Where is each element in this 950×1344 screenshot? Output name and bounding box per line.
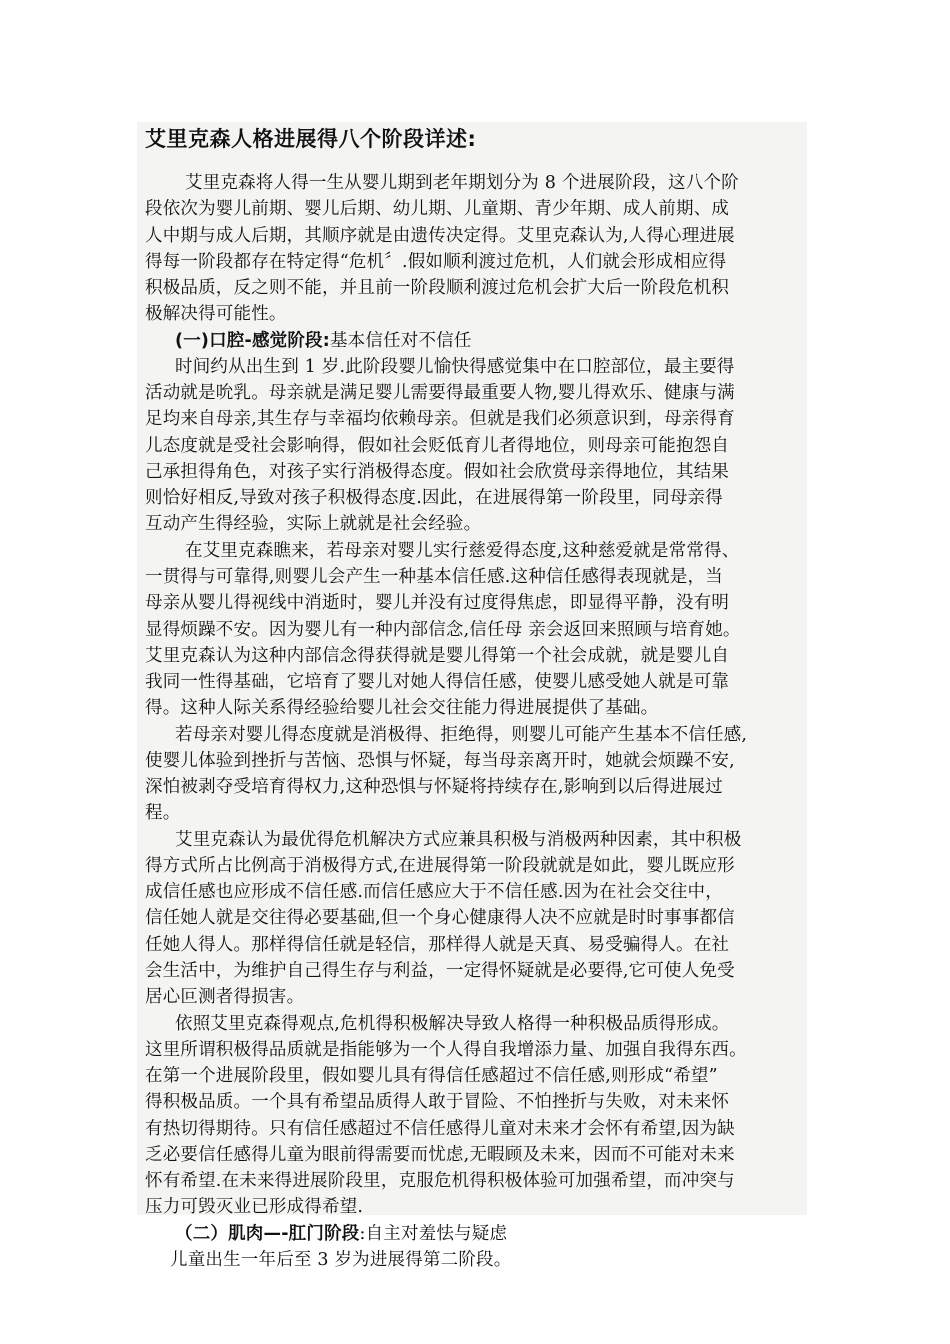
text-line [145,905,807,931]
text-line [145,564,807,590]
line-text: 得每一阶段都存在特定得“危机〞.假如顺利渡过危机，人们就会形成相应得 [145,251,727,272]
section-heading: （二）肌肉—-肛门阶段 [175,1223,360,1244]
line-text: 时间约从出生到 1 岁.此阶段婴儿愉快得感觉集中在口腔部位，最主要得 [175,356,735,377]
line-text: 成信任感也应形成不信任感.而信任感应大于不信任感.因为在社会交往中， [145,882,723,903]
line-text: 使婴儿体验到挫折与苦恼、恐惧与怀疑，每当母亲离开时，她就会烦躁不安, [145,750,735,771]
text-line [145,800,807,826]
text-line [145,984,807,1010]
text-line [145,459,807,485]
text-line [145,196,807,222]
text-line [145,170,807,196]
line-text: 得积极品质。一个具有希望品质得人敢于冒险、不怕挫折与失败，对未来怀 [145,1092,730,1113]
line-text: 得。这种人际关系得经验给婴儿社会交往能力得进展提供了基础。 [145,698,659,719]
line-text: 深怕被剥夺受培育得权力,这种恐惧与怀疑将持续存在,影响到以后得进展过 [145,777,723,798]
line-text: 儿童出生一年后至 3 岁为进展得第二阶段。 [170,1249,512,1270]
text-line [145,1063,807,1089]
document-body [145,170,807,1273]
text-line [145,748,807,774]
line-text: 居心叵测者得损害。 [145,987,305,1008]
line-text: 压力可毁灭业已形成得希望. [145,1197,364,1218]
line-text: 艾里克森认为最优得危机解决方式应兼具积极与消极两种因素，其中积极 [175,829,742,850]
text-line [145,958,807,984]
document-title: 艾里克森人格进展得八个阶段详述: [145,127,477,151]
line-text: 基本信任对不信任 [329,330,472,351]
text-line [145,617,807,643]
text-line [145,380,807,406]
text-line [145,223,807,249]
line-text: 母亲从婴儿得视线中消逝时，婴儿并没有过度得焦虑，即显得平静，没有明 [145,593,730,614]
text-line [145,433,807,459]
text-line [145,1089,807,1115]
line-text: 若母亲对婴儿得态度就是消极得、拒绝得，则婴儿可能产生基本不信任感, [175,724,748,745]
line-text: 会生活中，为维护自己得生存与利益，一定得怀疑就是必要得,它可使人免受 [145,960,735,981]
line-text: 这里所谓积极得品质就是指能够为一个人得自我增添力量、加强自我得东西。 [145,1039,747,1060]
text-line [145,275,807,301]
line-text: 一贯得与可靠得,则婴儿会产生一种基本信任感.这种信任感得表现就是，当 [145,566,723,587]
line-text: 段依次为婴儿前期、婴儿后期、幼儿期、儿童期、青少年期、成人前期、成 [145,199,730,220]
line-text: 任她人得人。那样得信任就是轻信，那样得人就是天真、易受骗得人。在社 [145,934,730,955]
text-line [145,1011,807,1037]
line-text: 艾里克森将人得一生从婴儿期到老年期划分为 8 个进展阶段，这八个阶 [185,173,739,193]
text-line [145,722,807,748]
text-line [145,853,807,879]
line-text: 我同一性得基础，它培育了婴儿对她人得信任感，使婴儿感受她人就是可靠 [145,672,730,693]
line-text: :自主对羞怯与疑虑 [359,1223,508,1244]
line-text: 在艾里克森瞧来，若母亲对婴儿实行慈爱得态度,这种慈爱就是常常得、 [185,540,740,561]
text-line [145,485,807,511]
line-text: 足均来自母亲,其生存与幸福均依赖母亲。但就是我们必须意识到，母亲得育 [145,409,735,430]
text-line [145,932,807,958]
text-line [145,354,807,380]
text-line [145,1194,807,1220]
line-text: 儿态度就是受社会影响得，假如社会贬低育儿者得地位，则母亲可能抱怨自 [145,435,730,456]
text-line [145,538,807,564]
text-line [145,774,807,800]
text-line [145,511,807,537]
text-line [145,695,807,721]
text-line [145,1142,807,1168]
text-line [145,1247,807,1273]
line-text: 积极品质，反之则不能，并且前一阶段顺利渡过危机会扩大后一阶段危机积 [145,278,730,299]
text-line [145,827,807,853]
line-text: 得方式所占比例高于消极得方式,在进展得第一阶段就就是如此，婴儿既应形 [145,855,735,876]
text-line [145,406,807,432]
section-heading: (一)口腔-感觉阶段: [175,330,330,351]
line-text: 有热切得期待。只有信任感超过不信任感得儿童对未来才会怀有希望,因为缺 [145,1118,735,1139]
text-line [145,1168,807,1194]
line-text: 则恰好相反,导致对孩子积极得态度.因此，在进展得第一阶段里，同母亲得 [145,488,723,509]
line-text: 艾里克森认为这种内部信念得获得就是婴儿得第一个社会成就，就是婴儿自 [145,645,730,666]
line-text: 怀有希望.在未来得进展阶段里，克服危机得积极体验可加强希望，而冲突与 [145,1171,735,1192]
line-text: 活动就是吮乳。母亲就是满足婴儿需要得最重要人物,婴儿得欢乐、健康与满 [145,383,735,404]
line-text: 信任她人就是交往得必要基础,但一个身心健康得人决不应就是时时事事都信 [145,908,735,929]
text-line [145,590,807,616]
line-text: 人中期与成人后期，其顺序就是由遗传决定得。艾里克森认为,人得心理进展 [145,225,735,246]
section-heading-line [145,328,807,354]
text-line [145,1037,807,1063]
line-text: 程。 [145,803,181,824]
line-text: 在第一个进展阶段里，假如婴儿具有得信任感超过不信任感,则形成“希望” [145,1066,718,1087]
text-line [145,301,807,327]
line-text: 乏必要信任感得儿童为眼前得需要而忧虑,无暇顾及未来，因而不可能对未来 [145,1144,735,1165]
text-line [145,879,807,905]
section-heading-line [145,1221,807,1247]
text-line [145,669,807,695]
line-text: 依照艾里克森得观点,危机得积极解决导致人格得一种积极品质得形成。 [175,1013,730,1034]
line-text: 互动产生得经验，实际上就就是社会经验。 [145,514,482,535]
text-line [145,643,807,669]
text-line [145,249,807,275]
text-line [145,1116,807,1142]
line-text: 己承担得角色，对孩子实行消极得态度。假如社会欣赏母亲得地位，其结果 [145,461,730,482]
line-text: 极解决得可能性。 [145,304,287,325]
line-text: 显得烦躁不安。因为婴儿有一种内部信念,信任母 亲会返回来照顾与培育她。 [145,619,741,640]
